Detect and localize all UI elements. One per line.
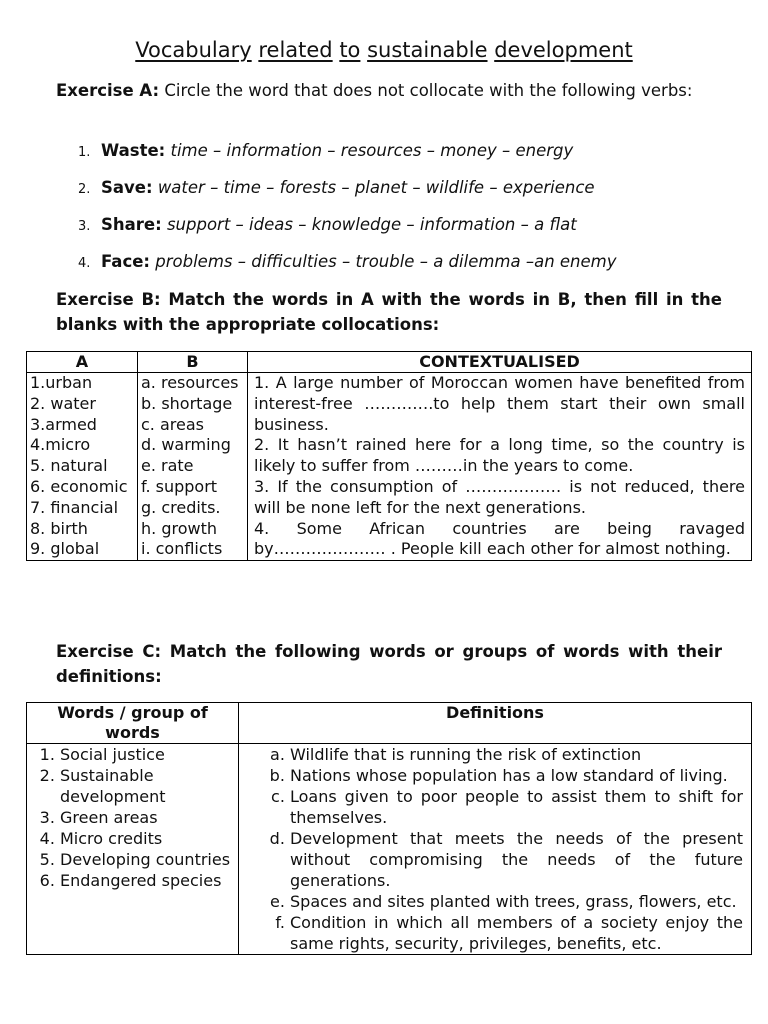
item-verb: Share: (101, 215, 162, 234)
list-item (78, 175, 738, 212)
list-item: a. resources (141, 373, 239, 392)
list-item: i. conflicts (141, 539, 223, 559)
list-item: 4.micro (30, 435, 91, 455)
sentence: 2. It hasn’t rained here for a long time, so the country is likely to suffer from ………in the years to come. (254, 435, 745, 476)
list-item: 7. financial (30, 497, 119, 517)
words-list (30, 744, 235, 891)
list-item: 4. Micro credits (60, 828, 235, 849)
item-number: 3. (78, 219, 91, 234)
exercise-b-table (26, 351, 752, 561)
title-word: development (494, 38, 633, 62)
item-verb: Save: (101, 178, 153, 197)
list-item: d. warming (141, 435, 231, 455)
item-verb: Waste: (101, 141, 166, 160)
column-a-cell (27, 373, 138, 561)
item-words: water – time – forests – planet – wildlife – experience (157, 178, 595, 197)
title-word: Vocabulary (135, 38, 252, 62)
list-item: b. Nations whose population has a low standard of living. (290, 765, 748, 786)
list-item: 5. natural (30, 456, 108, 476)
exercise-a-text: Circle the word that does not collocate with the following verbs: (164, 81, 693, 100)
list-item: 3. Green areas (60, 807, 235, 828)
list-item: 2. Sustainable development (60, 765, 235, 807)
list-item: h. growth (141, 518, 217, 538)
list-item: 5. Developing countries (60, 849, 235, 870)
definitions-cell (239, 744, 752, 955)
definitions-list (242, 744, 748, 954)
list-item: 1. Social justice (60, 744, 235, 765)
item-words: problems – difficulties – trouble – a dilemma –an enemy (155, 252, 617, 271)
item-number: 2. (78, 182, 91, 197)
list-item: e. Spaces and sites planted with trees, grass, flowers, etc. (290, 891, 748, 912)
column-header-definitions: Definitions (239, 703, 752, 744)
list-item: c. Loans given to poor people to assist them to shift for themselves. (290, 786, 748, 828)
column-header-contextualised: CONTEXTUALISED (248, 352, 752, 373)
item-verb: Face: (101, 252, 151, 271)
list-item: 6. economic (30, 476, 128, 496)
item-words: time – information – resources – money – energy (170, 141, 574, 160)
exercise-c-table (26, 702, 752, 955)
list-item (78, 138, 738, 175)
exercise-a-instruction (56, 78, 722, 103)
column-header-words: Words / group of words (27, 703, 239, 744)
list-item: 6. Endangered species (60, 870, 235, 891)
item-number: 4. (78, 256, 91, 271)
column-header-a: A (27, 352, 138, 373)
list-item (78, 249, 738, 286)
list-item: 3.armed (30, 414, 97, 434)
title-word: sustainable (367, 38, 488, 62)
list-item: f. support (141, 476, 218, 496)
contextualised-cell (248, 373, 752, 561)
list-item: a. Wildlife that is running the risk of extinction (290, 744, 748, 765)
item-words: support – ideas – knowledge – information – a flat (166, 215, 577, 234)
item-number: 1. (78, 145, 91, 160)
title-word: to (339, 38, 361, 62)
list-item: 1.urban (30, 373, 93, 392)
list-item: 9. global (30, 539, 100, 559)
words-cell (27, 744, 239, 955)
sentence: 4. Some African countries are being ravaged by………………… . People kill each other for almost nothing. (254, 518, 745, 559)
exercise-c-instruction: Exercise C: Match the following words or groups of words with their definitions: (56, 642, 722, 686)
list-item: b. shortage (141, 393, 233, 413)
exercise-a-heading: Exercise A: (56, 81, 160, 100)
exercise-b-instruction: Exercise B: Match the words in A with the words in B, then fill in the blanks with the appropriate collocations: (56, 290, 722, 334)
list-item: c. areas (141, 414, 204, 434)
list-item: f. Condition in which all members of a society enjoy the same rights, security, privileges, benefits, etc. (290, 912, 748, 954)
list-item: e. rate (141, 456, 194, 476)
list-item: 2. water (30, 393, 96, 413)
column-b-cell (138, 373, 248, 561)
exercise-a-list (78, 138, 738, 286)
page-title (0, 36, 768, 64)
list-item: d. Development that meets the needs of the present without compromising the needs of the future generations. (290, 828, 748, 891)
list-item: 8. birth (30, 518, 88, 538)
title-word: related (258, 38, 333, 62)
sentence: 3. If the consumption of ……………… is not reduced, there will be none left for the next generations. (254, 476, 745, 517)
list-item: g. credits. (141, 497, 221, 517)
column-header-b: B (138, 352, 248, 373)
sentence: 1. A large number of Moroccan women have benefited from interest-free ………….to help them start their own small business. (254, 373, 745, 434)
list-item (78, 212, 738, 249)
